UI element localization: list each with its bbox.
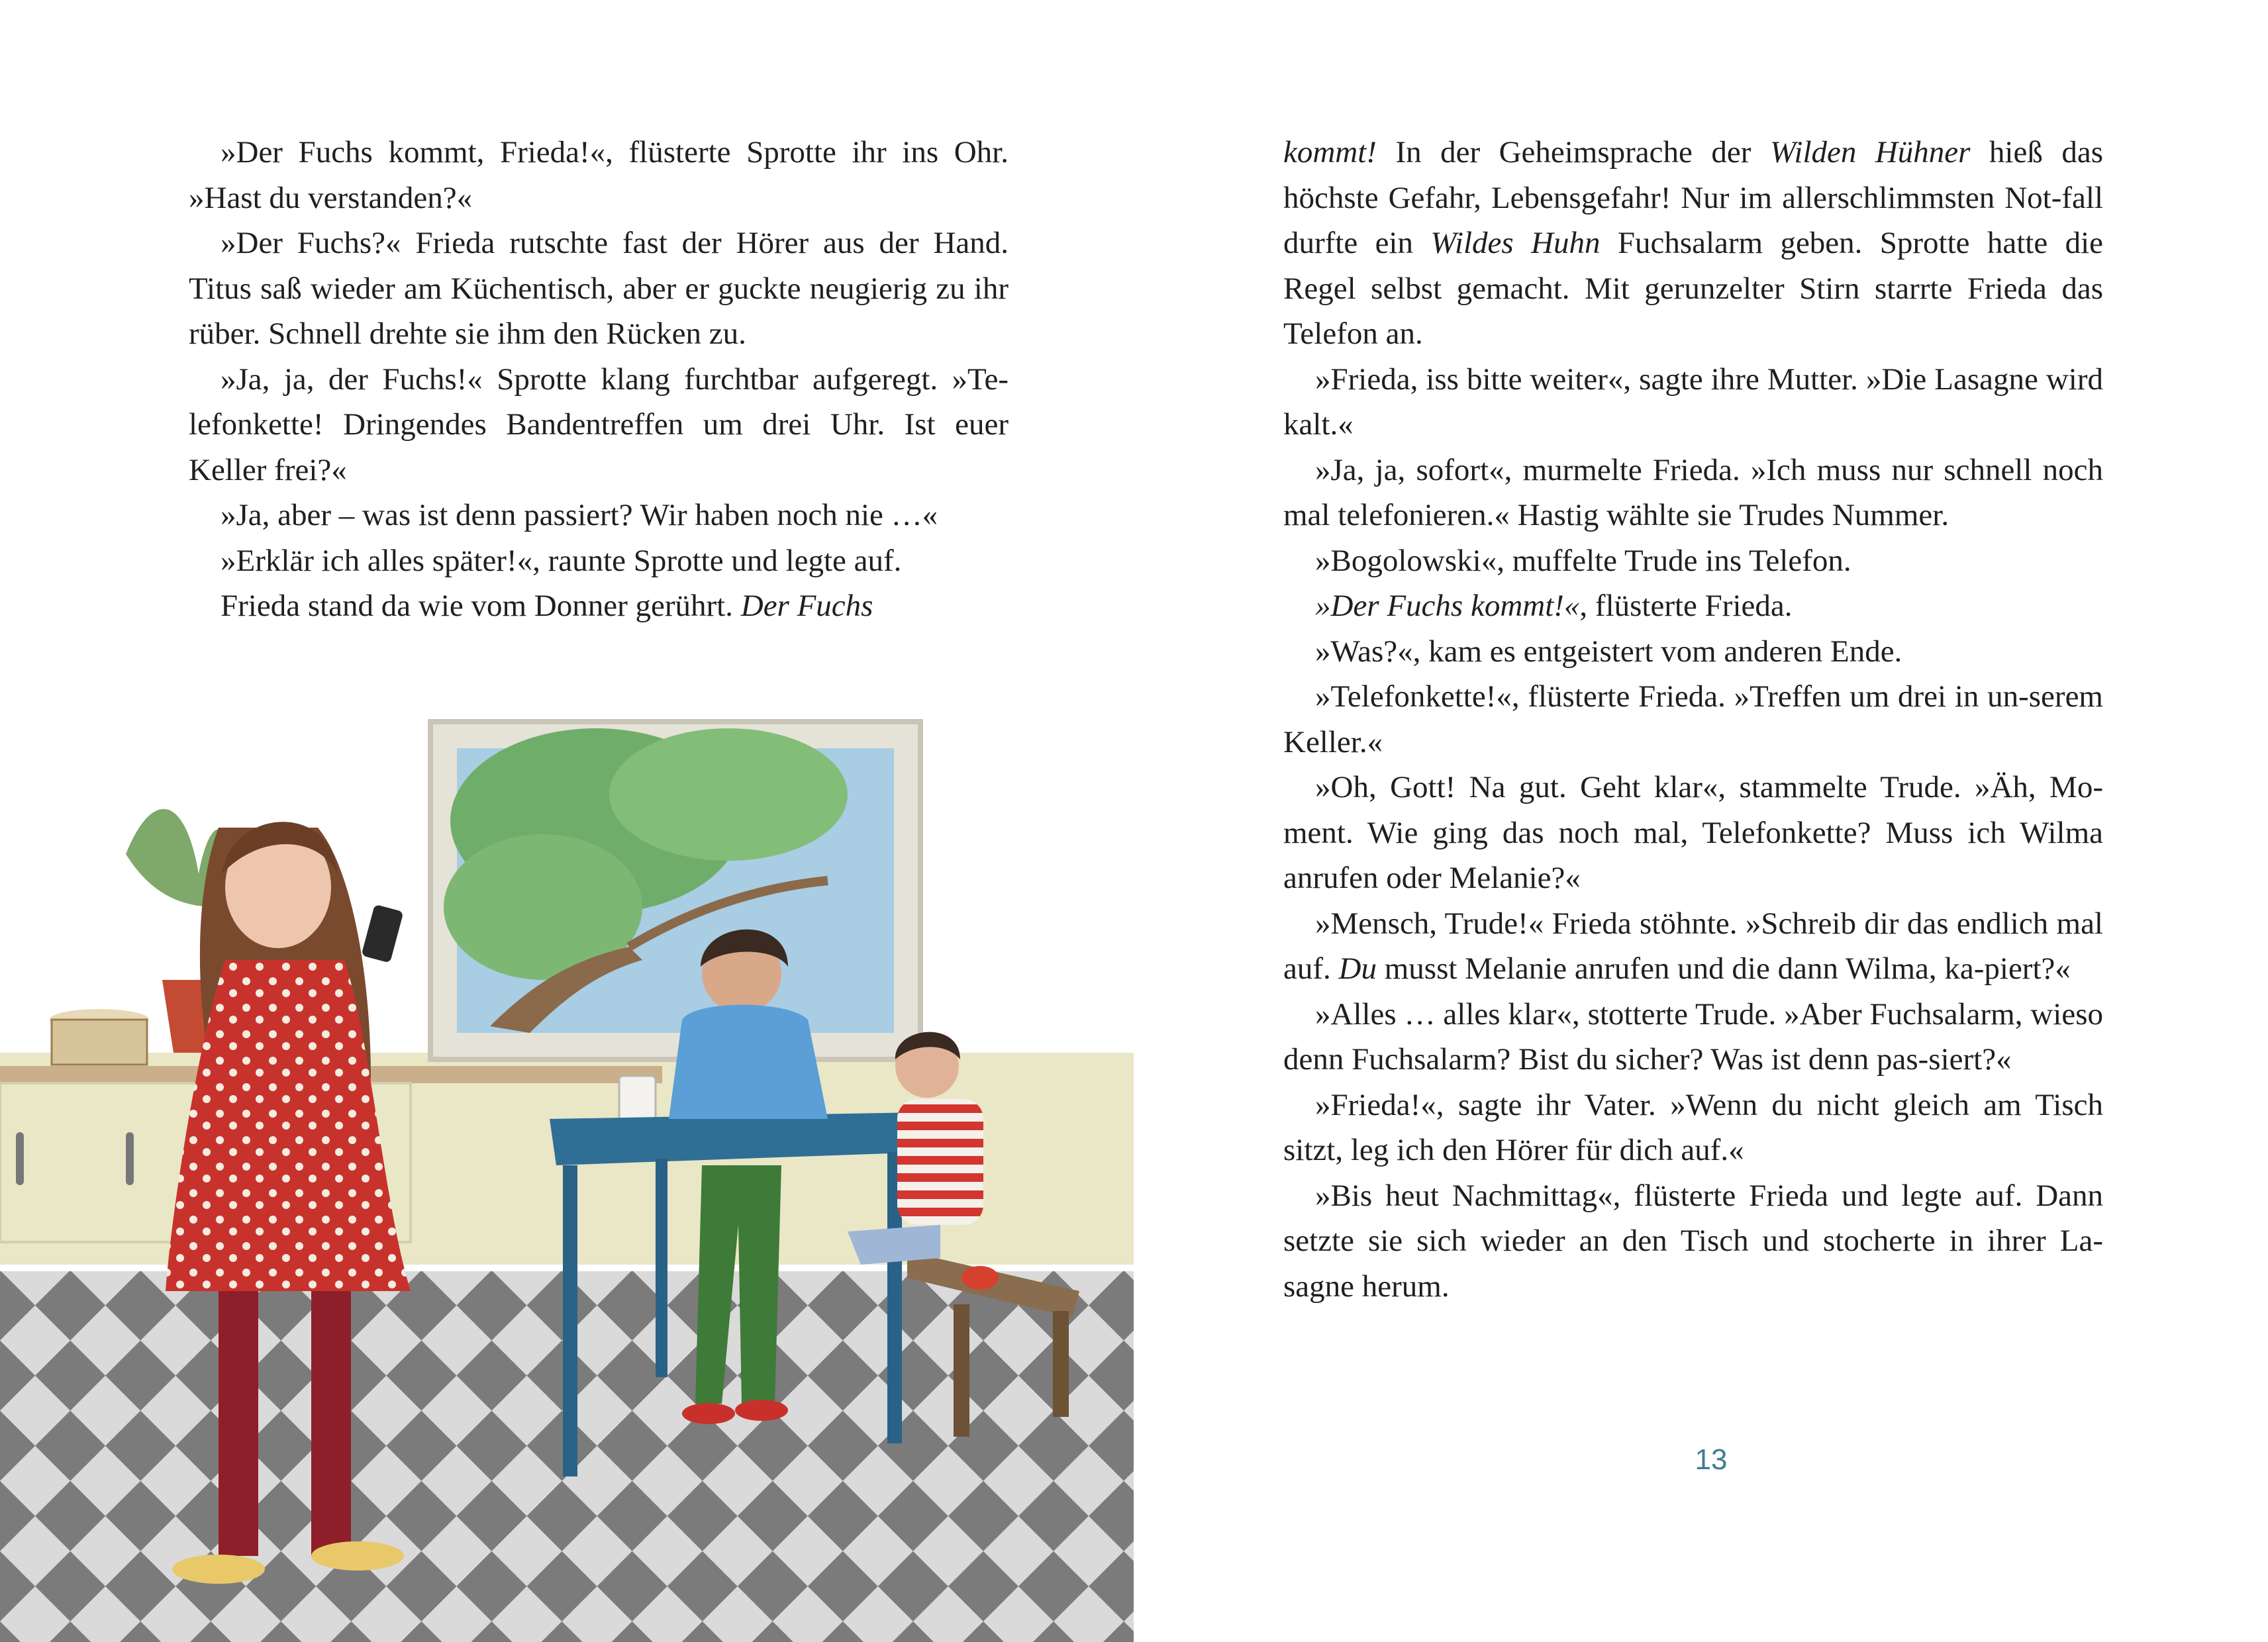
left-page-text [189,130,1009,629]
kitchen-illustration [0,708,1134,1642]
text-run: Fuchsalarm geben. Sprotte hatte die Regel selbst gemacht. Mit gerunzelter Stirn starrte Frieda das Telefon an. [1283,226,2103,351]
left-paragraph [189,130,1009,220]
right-paragraph [1283,1173,2103,1310]
text-run: »Mensch, Trude!« Frieda stöhnte. »Schreib dir das endlich mal auf. [1283,906,2103,986]
right-page-text [1283,130,2103,1309]
text-run: »Was?«, kam es entgeistert vom anderen Ende. [1315,634,1902,669]
right-paragraph [1283,130,2103,357]
right-paragraph [1283,538,2103,584]
right-paragraph [1283,674,2103,765]
text-run: »Frieda, iss bitte weiter«, sagte ihre Mutter. »Die Lasagne wird kalt.« [1283,362,2103,442]
text-run: »Ja, ja, sofort«, murmelte Frieda. »Ich muss nur schnell noch mal telefonieren.« Hastig wählte sie Trudes Nummer. [1283,452,2103,532]
basket [50,1009,149,1065]
text-run: »Ja, aber – was ist denn passiert? Wir haben noch nie …« [221,498,938,532]
right-paragraph [1283,992,2103,1083]
left-paragraph [189,357,1009,493]
left-paragraph [189,583,1009,629]
text-run: »Telefonkette!«, flüsterte Frieda. »Treffen um drei in un-serem Keller.« [1283,679,2103,759]
window [430,722,920,1059]
italic-text: Der Fuchs [740,589,873,623]
italic-text: Du [1338,951,1377,986]
text-run: , flüsterte Frieda. [1579,589,1793,623]
text-run: »Ja, ja, der Fuchs!« Sprotte klang furchtbar aufgeregt. »Te-lefonkette! Dringendes Bandentreffen um drei Uhr. Ist euer Keller frei?« [189,362,1009,487]
text-run: »Erklär ich alles später!«, raunte Sprotte und legte auf. [221,543,902,578]
page-number: 13 [1695,1443,1728,1476]
text-run: »Bis heut Nachmittag«, flüsterte Frieda und legte auf. Dann setzte sie sich wieder an den Tisch und stocherte in ihrer La-sagne herum. [1283,1178,2103,1304]
right-paragraph [1283,629,2103,675]
left-paragraph [189,220,1009,357]
left-paragraph [189,493,1009,538]
text-run: »Frieda!«, sagte ihr Vater. »Wenn du nicht gleich am Tisch sitzt, leg ich den Hörer für dich auf.« [1283,1087,2103,1167]
text-run: »Der Fuchs kommt, Frieda!«, flüsterte Sprotte ihr ins Ohr. »Hast du verstanden?« [189,135,1009,215]
text-run: hieß das höchste Gefahr, Lebensgefahr! Nur im allerschlimmsten Not-fall durfte ein [1283,135,2103,260]
right-paragraph [1283,765,2103,901]
italic-text: kommt! [1283,135,1377,169]
text-run: »Alles … alles klar«, stotterte Trude. »Aber Fuchsalarm, wieso denn Fuchsalarm? Bist du sicher? Was ist denn pas-siert?« [1283,996,2103,1077]
text-run: »Der Fuchs?« Frieda rutschte fast der Hörer aus der Hand. Titus saß wieder am Küchentisch, aber er guckte neugierig zu ihr rüber. Schnell drehte sie ihm den Rücken zu. [189,226,1009,351]
left-paragraph [189,538,1009,584]
italic-text: Wildes Huhn [1430,226,1601,260]
right-paragraph [1283,901,2103,992]
right-paragraph [1283,583,2103,629]
italic-text: »Der Fuchs kommt!« [1315,589,1580,623]
right-paragraph [1283,448,2103,538]
right-paragraph [1283,357,2103,448]
text-run: musst Melanie anrufen und die dann Wilma, ka-piert?« [1376,951,2071,986]
text-run: »Bogolowski«, muffelte Trude ins Telefon. [1315,543,1851,578]
right-page [1134,0,2268,1642]
text-run: Frieda stand da wie vom Donner gerührt. [221,589,741,623]
text-run: In der Geheimsprache der [1376,135,1770,169]
text-run: »Oh, Gott! Na gut. Geht klar«, stammelte Trude. »Äh, Mo-ment. Wie ging das noch mal, Telefonkette? Muss ich Wilma anrufen oder Melanie?« [1283,770,2103,895]
italic-text: Wilden Hühner [1769,135,1971,169]
right-paragraph [1283,1083,2103,1173]
